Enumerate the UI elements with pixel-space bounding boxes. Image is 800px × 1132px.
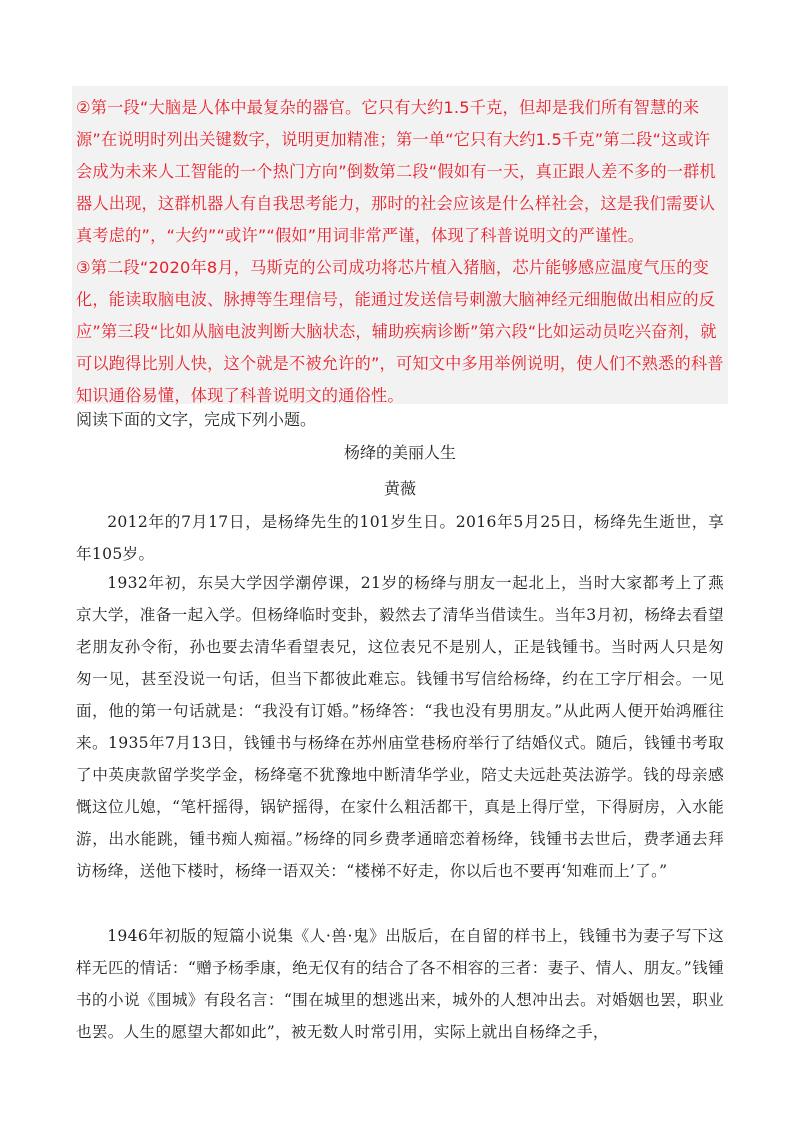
answer-item-3: ③第二段“2020年8月，马斯克的公司成功将芯片植入猪脑，芯片能够感应温度气压的变化，能读取脑电波、脉搏等生理信号，能通过发送信号刺激大脑神经元细胞做出相应的反应”第三段“比如从脑电波判断大脑状态，辅助疾病诊断”第六段“比如运动员吃兴奋剂，就可以跑得比别人快，这个就是不被允许的”，可知文中多用举例说明，使人们不熟悉的科普知识通俗易懂，体现了科普说明文的通俗性。: [76, 258, 724, 405]
reading-instruction: 阅读下面的文字，完成下列小题。: [76, 410, 317, 429]
article-title: 杨绛的美丽人生: [343, 443, 456, 462]
article-paragraph: 1932年初，东吴大学因学潮停课，21岁的杨绛与朋友一起北上，当时大家都考上了燕京大学，准备一起入学。但杨绛临时变卦，毅然去了清华当借读生。当年3月初，杨绛去看望老朋友孙令衔，孙也要去清华看望表兄，这位表兄不是别人，正是钱锺书。当时两人只是匆匆一见，甚至没说一句话，但当下都彼此难忘。钱锺书写信给杨绛，约在工字厅相会。一见面，他的第一句话就是：“我没有订婚。”杨绛答：“我也没有男朋友。”从此两人便开始鸿雁往来。1935年7月13日，钱锺书与杨绛在苏州庙堂巷杨府举行了结婚仪式。随后，钱锺书考取了中英庚款留学奖学金，杨绛毫不犹豫地中断清华学业，陪丈夫远赴英法游学。钱的母亲感慨这位儿媳，“笔杆摇得，锅铲摇得，在家什么粗活都干，真是上得厅堂，下得厨房，入水能游，出水能跳，锺书痴人痴福。”杨绛的同乡费孝通暗恋着杨绛，钱锺书去世后，费孝通去拜访杨绛，送他下楼时，杨绛一语双关：“楼梯不好走，你以后也不要再‘知难而上’了。”: [76, 574, 724, 880]
answer-item-2: ②第一段“大脑是人体中最复杂的器官。它只有大约1.5千克，但却是我们所有智慧的来源”在说明时列出关键数字，说明更加精准；第一单“它只有大约1.5千克”第二段“这或许会成为未来人工智能的一个热门方向”倒数第二段“假如有一天，真正跟人差不多的一群机器人出现，这群机器人有自我思考能力，那时的社会应该是什么样社会，这是我们需要认真考虑的”，“大约”“或许”“假如”用词非常严谨，体现了科普说明文的严谨性。: [76, 98, 716, 245]
article-author: 黄薇: [383, 479, 416, 498]
article-paragraph: 1946年初版的短篇小说集《人·兽·鬼》出版后，在自留的样书上，钱锺书为妻子写下这样无匹的情话：“赠予杨季康，绝无仅有的结合了各不相容的三者：妻子、情人、朋友。”钱锺书的小说《围城》有段名言：“围在城里的想逃出来，城外的人想冲出去。对婚姻也罢，职业也罢。人生的愿望大都如此”，被无数人时常引用，实际上就出自杨绛之手，: [76, 927, 724, 1041]
article-paragraph: 2012年的7月17日，是杨绛先生的101岁生日。2016年5月25日，杨绛先生逝世，享年105岁。: [76, 513, 724, 563]
